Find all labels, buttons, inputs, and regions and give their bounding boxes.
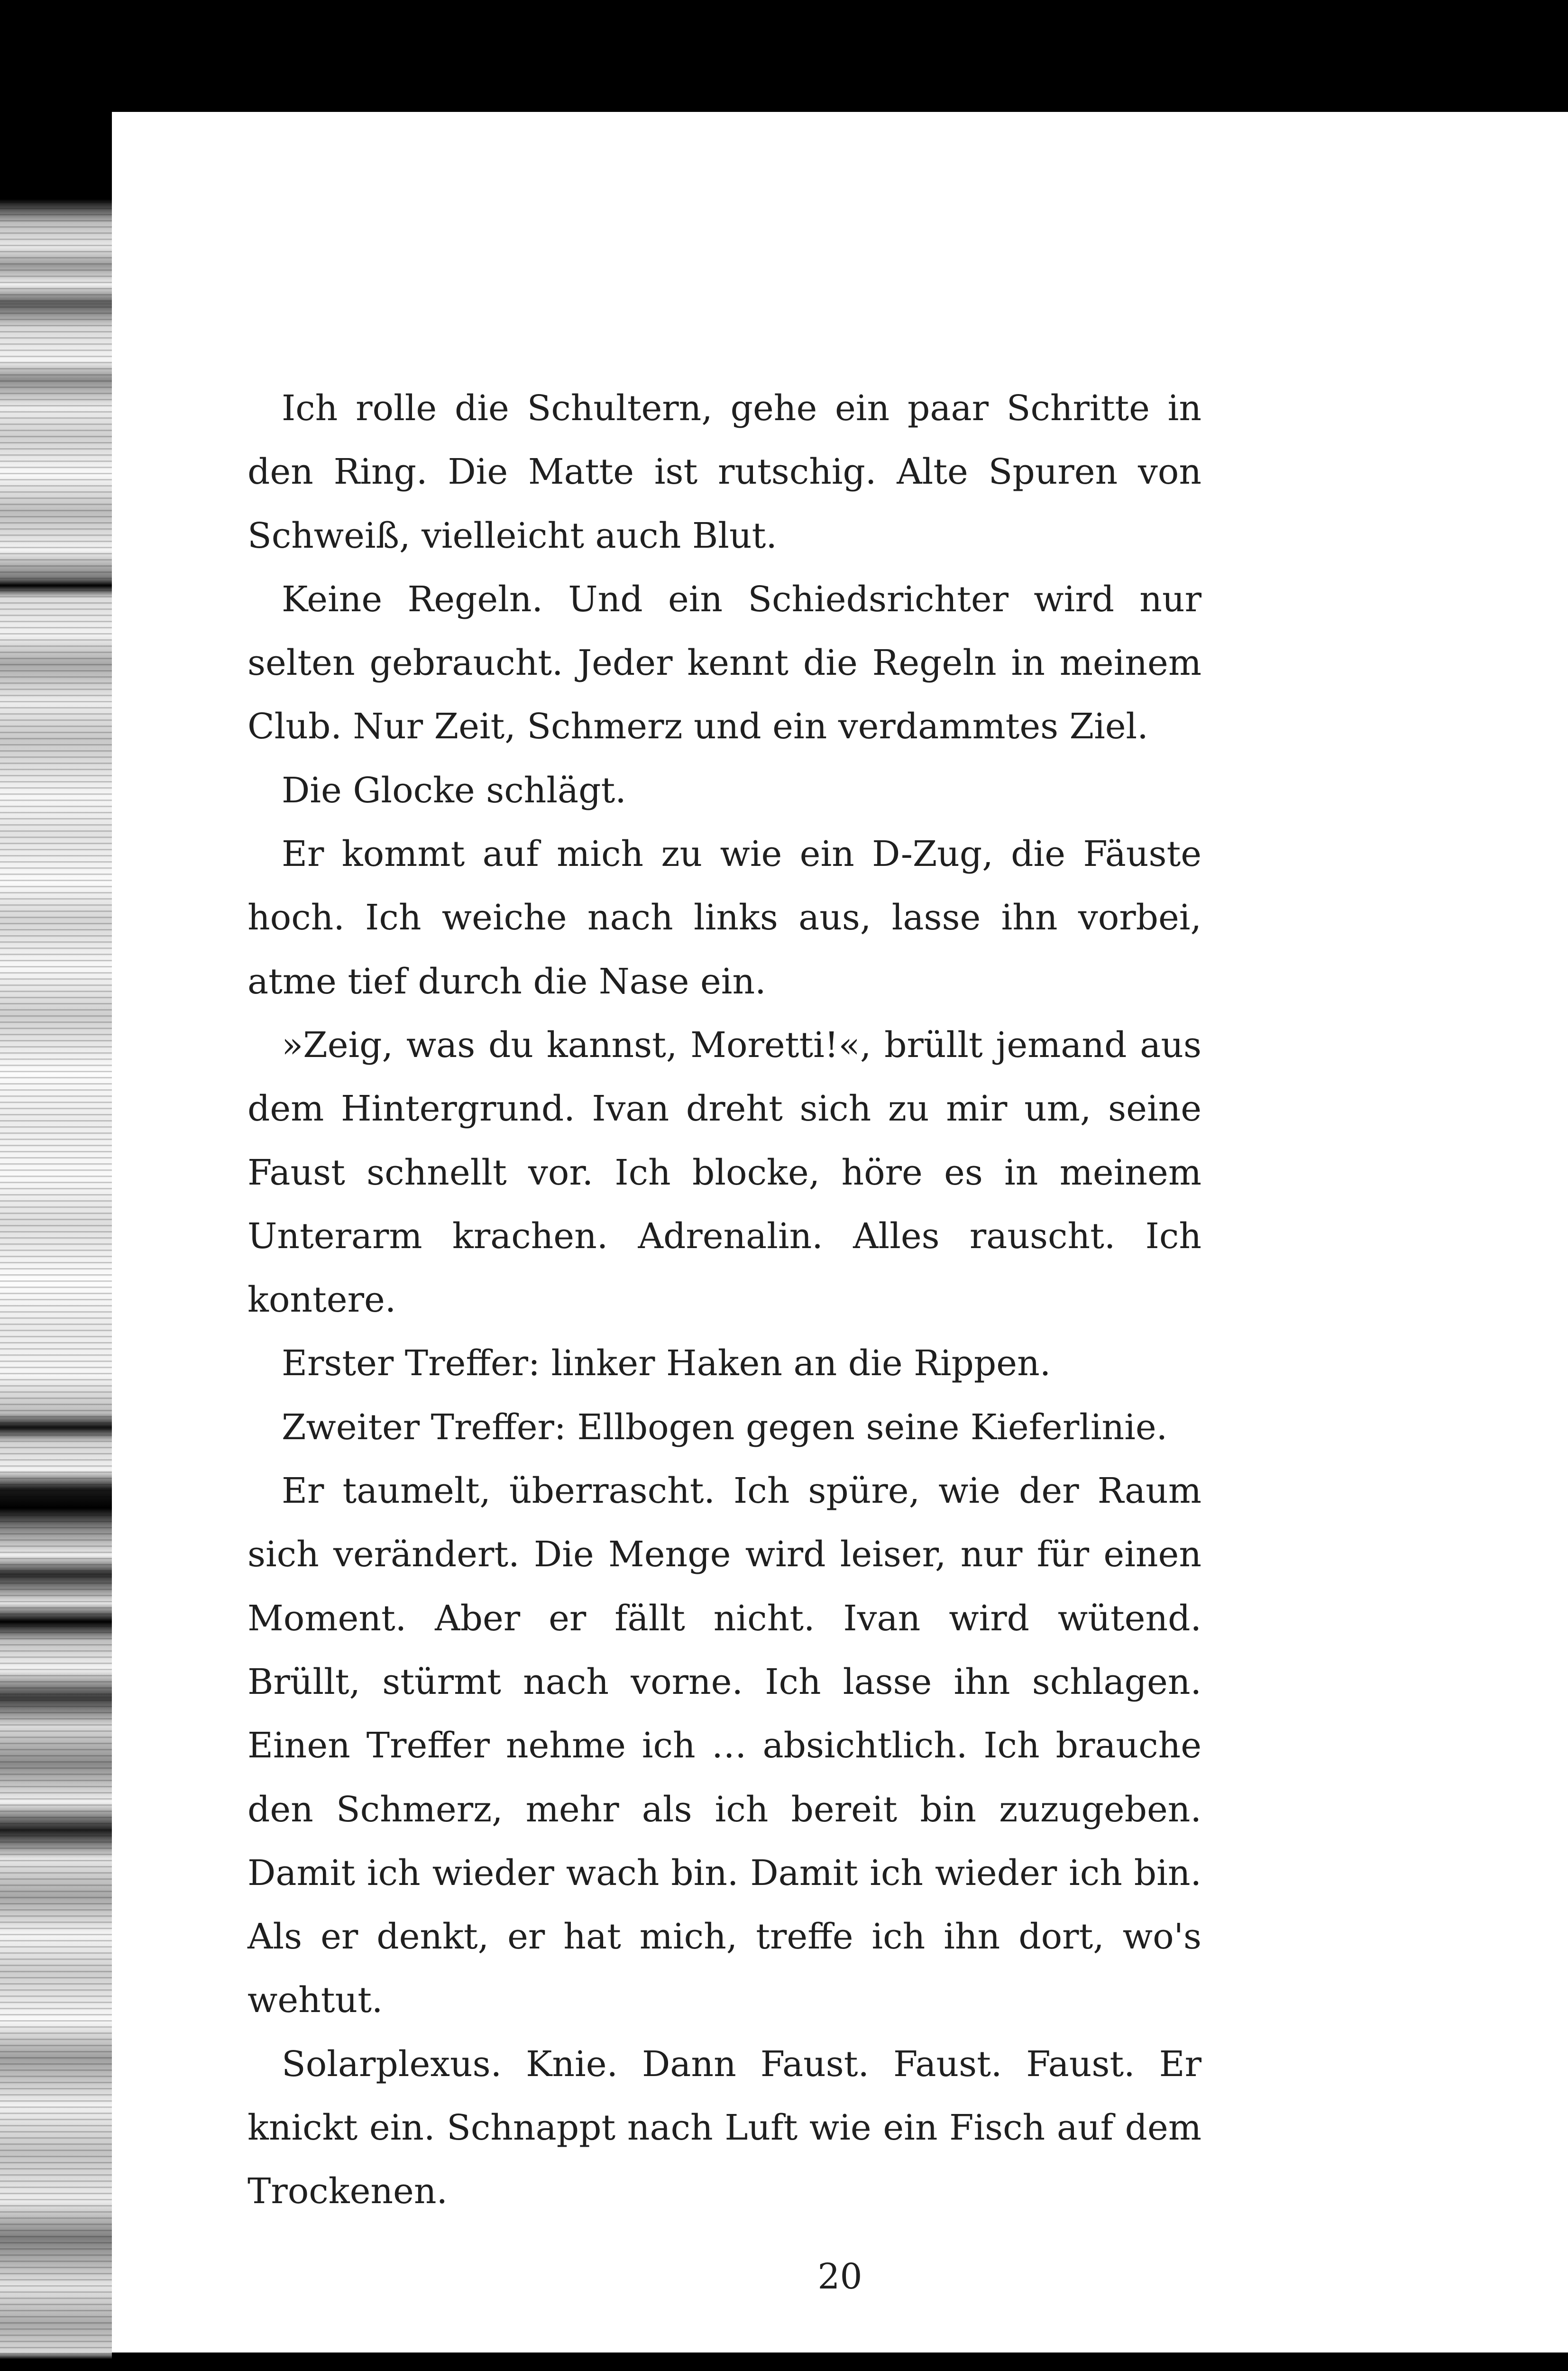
paragraph: Keine Regeln. Und ein Schiedsrichter wird nur selten gebraucht. Jeder kennt die Regeln in meinem Club. Nur Zeit, Schmerz und ein verdammtes Ziel.: [248, 579, 1201, 747]
paragraph: Die Glocke schlägt.: [282, 770, 626, 811]
paragraph: Er kommt auf mich zu wie ein D-Zug, die Fäuste hoch. Ich weiche nach links aus, lasse ihn vorbei, atme tief durch die Nase ein.: [248, 834, 1201, 1002]
paragraph: Er taumelt, überrascht. Ich spüre, wie der Raum sich verändert. Die Menge wird leiser, nur für einen Moment. Aber er fällt nicht. Ivan wird wütend. Brüllt, stürmt nach vorne. Ich lasse ihn schlagen. Einen Treffer nehme ich … absichtlich. Ich brauche den Schmerz, mehr als ich bereit bin zuzugeben. Damit ich wieder wach bin. Damit ich wieder ich bin. Als er denkt, er hat mich, treffe ich ihn dort, wo's wehtut.: [248, 1470, 1201, 2021]
book-page: [112, 112, 1568, 2353]
book-edge-texture: [0, 0, 112, 2371]
page-number: 20: [817, 2256, 862, 2297]
paragraph: Erster Treffer: linker Haken an die Rippen.: [282, 1343, 1051, 1384]
paragraph: Ich rolle die Schultern, gehe ein paar Schritte in den Ring. Die Matte ist rutschig. Alte Spuren von Schweiß, vielleicht auch Blut.: [248, 388, 1201, 556]
body-text: [248, 377, 1201, 2224]
paragraph: Zweiter Treffer: Ellbogen gegen seine Kieferlinie.: [282, 1406, 1168, 1448]
paragraph: Solarplexus. Knie. Dann Faust. Faust. Faust. Er knickt ein. Schnappt nach Luft wie ein Fisch auf dem Trockenen.: [248, 2043, 1201, 2212]
paragraph: »Zeig, was du kannst, Moretti!«, brüllt jemand aus dem Hintergrund. Ivan dreht sich zu mir um, seine Faust schnellt vor. Ich blocke, höre es in meinem Unterarm krachen. Adrenalin. Alles rauscht. Ich kontere.: [248, 1024, 1201, 1321]
